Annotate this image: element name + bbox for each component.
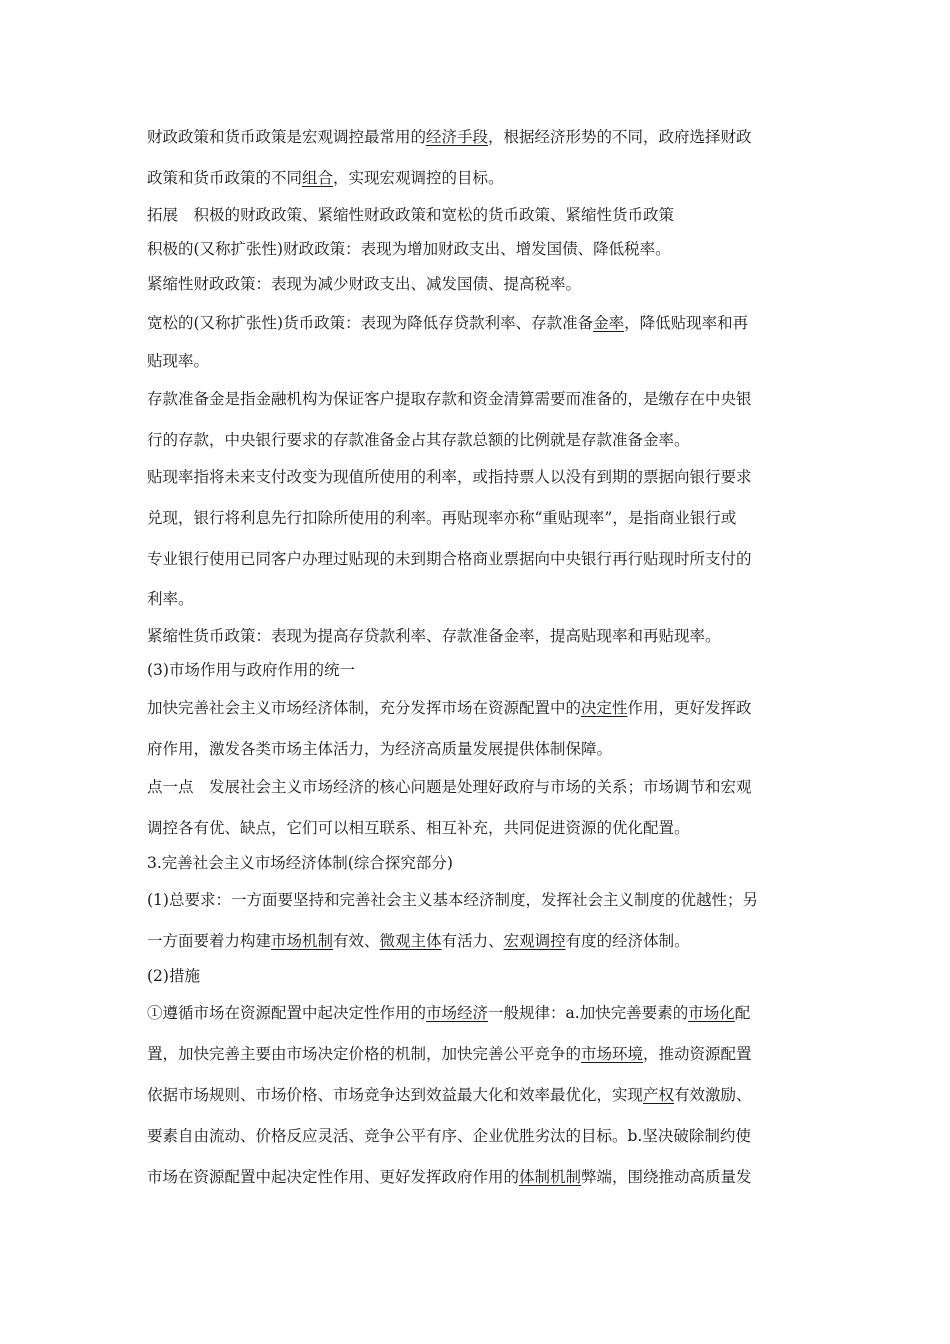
text: 弊端，围绕推动高质量发 [581,1168,752,1186]
text: 利率。 [147,590,194,608]
text: 一方面要着力构建 [147,932,272,950]
text: ①遵循市场在资源配置中起决定性作用的 [147,1004,427,1022]
text: 作用，更好发挥政 [627,699,752,717]
text: 市场在资源配置中起决定性作用、更好发挥政府作用的 [147,1168,520,1186]
text: ，推动资源配置 [643,1045,752,1063]
text: 专业银行使用已同客户办理过贴现的未到期合格商业票据向中央银行再行贴现时所支付的 [147,550,752,568]
text: 有活力、 [441,932,504,950]
text: (2)措施 [147,967,200,985]
paragraph-line [147,313,827,333]
paragraph-line [147,549,827,569]
text: 有效、 [333,932,380,950]
paragraph-line [147,430,827,450]
text: 紧缩性财政政策：表现为减少财政支出、减发国债、提高税率。 [147,275,582,293]
text: 宽松的(又称扩张性)货币政策：表现为降低存贷款利率、存款准备 [147,314,594,332]
text: 依据市场规则、市场价格、市场竞争达到效益最大化和效率最优化，实现 [147,1086,644,1104]
paragraph-line [147,931,827,951]
underlined-term: 金率 [593,314,625,332]
text: ，根据经济形势的不同，政府选择财政 [488,128,752,146]
underlined-term: 宏观调控 [503,932,566,950]
text: 有度的经济体制。 [565,932,690,950]
paragraph-line [147,1126,827,1146]
text: 存款准备金是指金融机构为保证客户提取存款和资金清算需要而准备的，是缴存在中央银 [147,390,752,408]
underlined-term: 市场环境 [581,1045,644,1063]
paragraph-line [147,589,827,609]
paragraph-line [147,351,827,371]
text: (3)市场作用与政府作用的统一 [147,661,355,679]
underlined-term: 市场化 [688,1004,735,1022]
paragraph-line [147,818,827,838]
paragraph-line [147,467,827,487]
underlined-term: 市场机制 [271,932,334,950]
underlined-term: 微观主体 [379,932,442,950]
text: 政策和货币政策的不同 [147,169,303,187]
paragraph-line [147,1167,827,1187]
section-heading [147,853,827,873]
text: 调控各有优、缺点，它们可以相互联系、相互补充，共同促进资源的优化配置。 [147,819,690,837]
underlined-term: 经济手段 [426,128,489,146]
text: 点一点 发展社会主义市场经济的核心问题是处理好政府与市场的关系；市场调节和宏观 [147,778,752,796]
underlined-term: 决定性 [581,699,628,717]
paragraph-line [147,274,827,294]
text: 紧缩性货币政策：表现为提高存贷款利率、存款准备金率，提高贴现率和再贴现率。 [147,627,721,645]
text: 兑现，银行将利息先行扣除所使用的利率。再贴现率亦称“重贴现率”，是指商业银行或 [147,509,737,527]
text: 加快完善社会主义市场经济体制，充分发挥市场在资源配置中的 [147,699,582,717]
text: 配 [734,1004,751,1022]
underlined-term: 组合 [302,169,334,187]
paragraph-line [147,205,827,225]
text: 行的存款，中央银行要求的存款准备金占其存款总额的比例就是存款准备金率。 [147,431,690,449]
text: ，实现宏观调控的目标。 [333,169,504,187]
text: (1)总要求：一方面要坚持和完善社会主义基本经济制度，发挥社会主义制度的优越性；另 [147,891,758,909]
paragraph-line [147,508,827,528]
paragraph-line [147,777,827,797]
underlined-term: 市场经济 [426,1004,489,1022]
paragraph-line [147,890,827,910]
text: ，降低贴现率和再 [624,314,749,332]
section-heading [147,660,827,680]
paragraph-line [147,168,827,188]
paragraph-line [147,239,827,259]
text: 拓展 积极的财政政策、紧缩性财政政策和宽松的货币政策、紧缩性货币政策 [147,206,675,224]
paragraph-line [147,1003,827,1023]
paragraph-line [147,1085,827,1105]
text: 府作用，激发各类市场主体活力，为经济高质量发展提供体制保障。 [147,740,613,758]
paragraph-line [147,739,827,759]
section-heading [147,966,827,986]
paragraph-line [147,389,827,409]
text: 贴现率。 [147,352,210,370]
paragraph-line [147,698,827,718]
text: 积极的(又称扩张性)财政政策：表现为增加财政支出、增发国债、降低税率。 [147,240,671,258]
text: 置，加快完善主要由市场决定价格的机制，加快完善公平竞争的 [147,1045,582,1063]
underlined-term: 体制机制 [519,1168,582,1186]
text: 贴现率指将未来支付改变为现值所使用的利率，或指持票人以没有到期的票据向银行要求 [147,468,752,486]
paragraph-line [147,127,827,147]
text: 3.完善社会主义市场经济体制(综合探究部分) [147,854,453,872]
underlined-term: 产权 [643,1086,675,1104]
text: 一般规律：a.加快完善要素的 [488,1004,689,1022]
paragraph-line [147,1044,827,1064]
paragraph-line [147,626,827,646]
text: 财政政策和货币政策是宏观调控最常用的 [147,128,427,146]
text: 要素自由流动、价格反应灵活、竞争公平有序、企业优胜劣汰的目标。b.坚决破除制约使 [147,1127,751,1145]
text: 有效激励、 [674,1086,752,1104]
